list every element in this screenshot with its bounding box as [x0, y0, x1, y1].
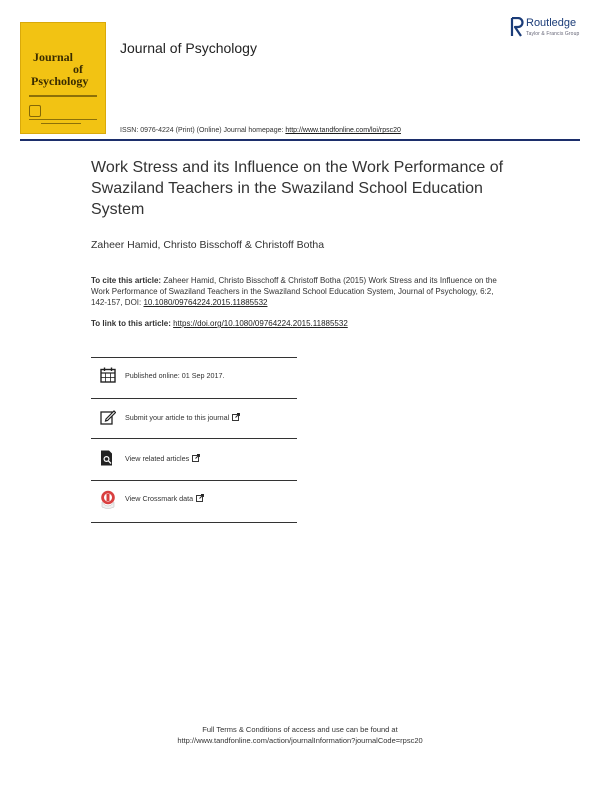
cover-stripe [41, 123, 81, 124]
info-divider [91, 522, 297, 523]
published-online-row [100, 367, 300, 387]
document-search-icon [100, 450, 116, 466]
citation-text: Zaheer Hamid, Christo Bisschoff & Christoff Botha (2015) Work Stress and its Influence on the Work Performance of Swaziland Teachers in the Swaziland School Education System, Journal of Psychology, 6:2, 142-157, DOI: [91, 276, 497, 307]
cover-line-2: of [73, 62, 83, 76]
link-label: To link to this article: [91, 319, 174, 328]
cover-publisher-logo [29, 105, 41, 117]
cover-line-3: Psychology [31, 74, 89, 88]
routledge-r-icon [510, 17, 524, 37]
published-online-text: Published online: 01 Sep 2017. [125, 371, 225, 380]
external-link-icon [232, 413, 240, 421]
publisher-logo [510, 17, 594, 45]
related-articles-label [125, 454, 200, 463]
citation-block [91, 275, 511, 308]
journal-title[interactable]: Journal of Psychology [120, 40, 257, 56]
terms-footer [0, 724, 600, 746]
issn-text: ISSN: 0976-4224 (Print) (Online) Journal homepage: [120, 127, 286, 134]
publisher-tagline: Taylor & Francis Group [526, 31, 580, 37]
info-divider [91, 357, 297, 358]
crossmark-label [125, 494, 204, 503]
crossmark-icon [100, 490, 116, 510]
cover-stripe [29, 95, 97, 97]
info-divider [91, 438, 297, 439]
header-divider [20, 139, 580, 141]
edit-icon [100, 409, 116, 425]
related-articles-row[interactable] [100, 450, 300, 470]
article-doi-url[interactable]: https://doi.org/10.1080/09764224.2015.11885532 [173, 319, 348, 328]
journal-homepage-link[interactable]: http://www.tandfonline.com/loi/rpsc20 [285, 127, 401, 134]
doi-link[interactable]: 10.1080/09764224.2015.11885532 [143, 298, 268, 307]
external-link-icon [192, 454, 200, 462]
terms-url[interactable]: http://www.tandfonline.com/action/journalInformation?journalCode=rpsc20 [177, 736, 423, 745]
article-link-line [91, 319, 348, 328]
issn-line [120, 127, 401, 134]
info-divider [91, 398, 297, 399]
publisher-name: Routledge [526, 17, 577, 29]
submit-article-link[interactable]: Submit your article to this journal [125, 413, 230, 422]
external-link-icon [196, 494, 204, 502]
article-authors: Zaheer Hamid, Christo Bisschoff & Christoff Botha [91, 239, 325, 251]
crossmark-link[interactable]: View Crossmark data [125, 494, 194, 503]
cover-line-1: Journal [33, 50, 74, 64]
calendar-icon [100, 367, 116, 383]
submit-article-row[interactable] [100, 409, 300, 429]
citation-label: To cite this article: [91, 276, 162, 285]
submit-article-label [125, 413, 240, 422]
journal-cover [20, 22, 106, 134]
crossmark-row[interactable] [100, 490, 300, 510]
article-title: Work Stress and its Influence on the Work Performance of Swaziland Teachers in the Swaziland School Education System [91, 159, 504, 218]
terms-text: Full Terms & Conditions of access and use can be found at [202, 725, 398, 734]
related-articles-link[interactable]: View related articles [125, 454, 190, 463]
info-divider [91, 480, 297, 481]
cover-stripe [29, 119, 97, 120]
